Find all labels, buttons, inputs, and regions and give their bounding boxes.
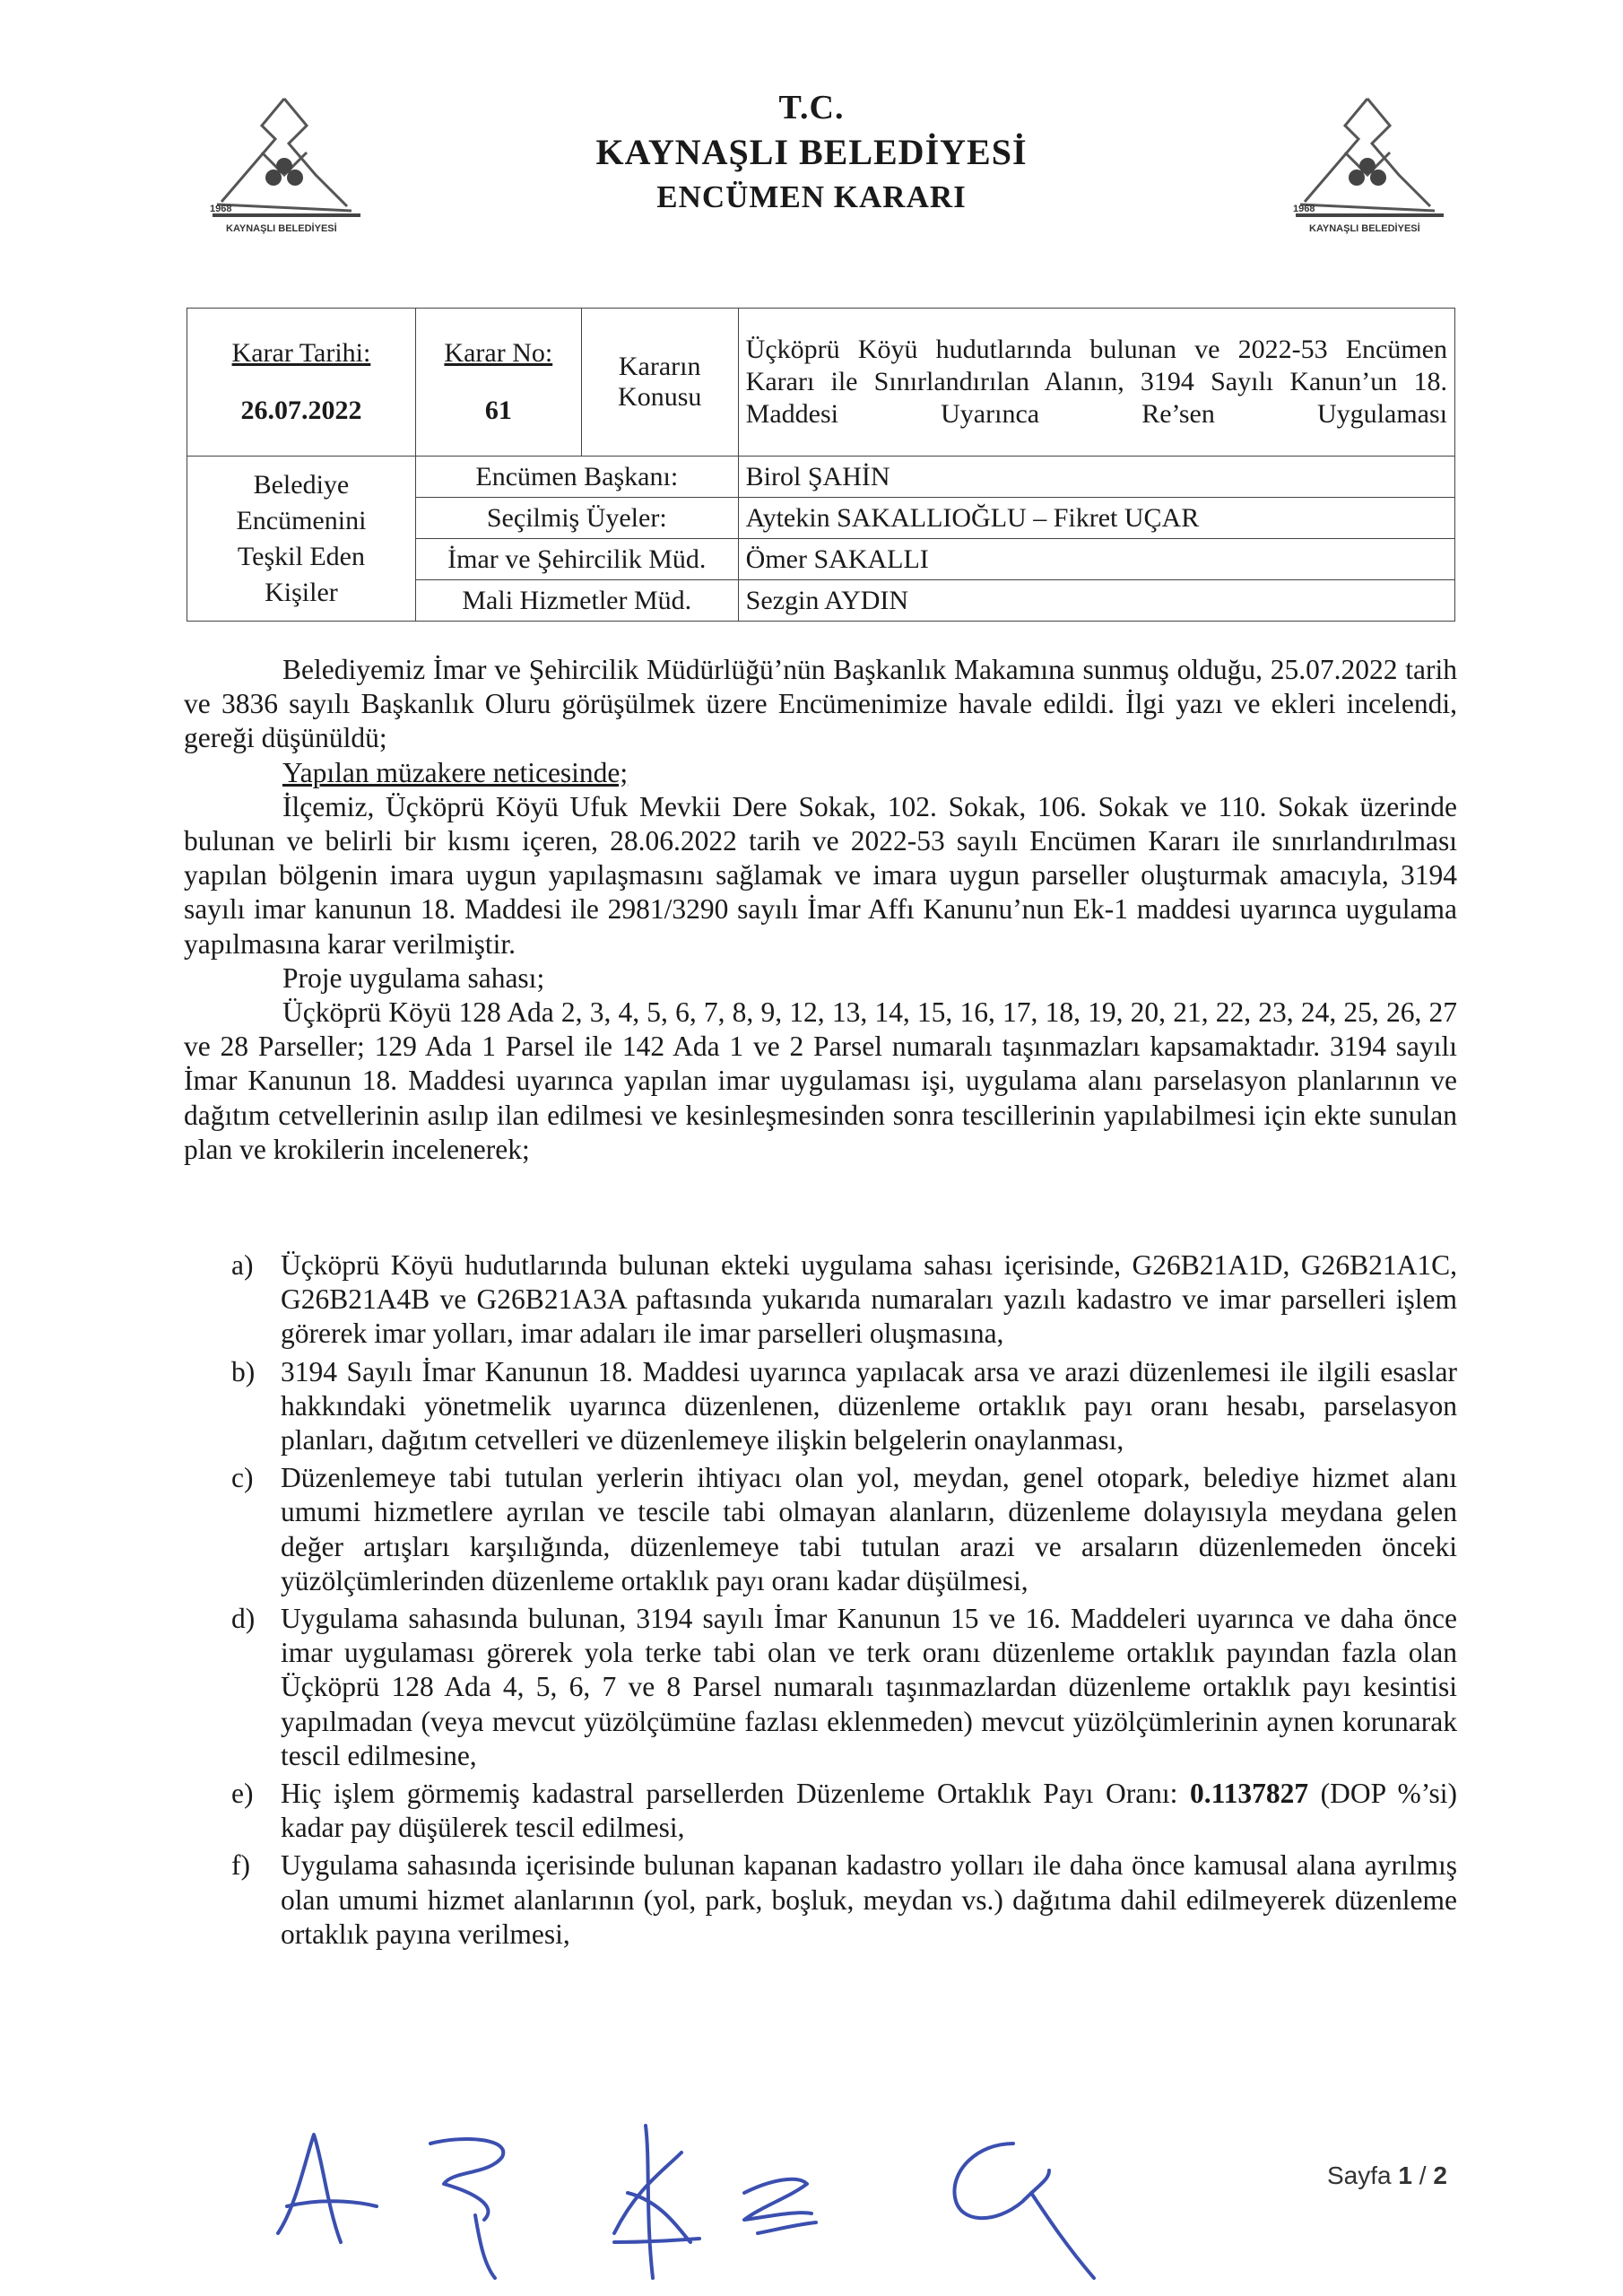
members-group-line: Teşkil Eden	[237, 541, 365, 571]
list-item	[231, 1355, 1457, 1458]
list-item-text: Düzenlemeye tabi tutulan yerlerin ihtiyacı olan yol, meydan, genel otopark, belediye hizmet alanı umumi hizmetlere ayrılan ve tescile tabi olmayan alanların, düzenleme dolayısıyla meydana gelen değer artışları karşılığında, düzenlemeye tabi tutulan arazi ve arsaların düzenlemeden önceki yüzölçümlerinden düzenleme ortaklık payı oranı kadar düşülmesi,	[281, 1462, 1457, 1596]
list-marker: a)	[231, 1249, 254, 1281]
member-name: Sezgin AYDIN	[738, 580, 1454, 622]
member-name: Aytekin SAKALLIOĞLU – Fikret UÇAR	[738, 498, 1454, 539]
list-item-text: 3194 Sayılı İmar Kanunun 18. Maddesi uyarınca yapılacak arsa ve arazi düzenlemesi ile ilgili esaslar hakkındaki yönetmelik uyarınca düzenlenen, düzenleme ortaklık payı oranı hesabı, parselasyon planları, dağıtım cetvelleri ve düzenlemeye ilişkin belgelerin onaylanması,	[281, 1355, 1457, 1457]
decision-no-cell	[415, 309, 581, 457]
member-row	[187, 457, 1455, 498]
member-name: Ömer SAKALLI	[738, 539, 1454, 580]
list-marker: e)	[231, 1778, 254, 1810]
list-item	[231, 1848, 1457, 1952]
decision-body	[184, 653, 1457, 1167]
list-marker: b)	[231, 1355, 256, 1387]
header-doc-type: ENCÜMEN KARARI	[656, 179, 967, 214]
decision-items-list	[231, 1248, 1457, 1955]
member-role: Mali Hizmetler Müd.	[415, 580, 738, 622]
decision-row	[187, 309, 1455, 457]
decision-date-cell	[187, 309, 416, 457]
subject-label-cell	[581, 309, 738, 457]
member-role: İmar ve Şehircilik Müd.	[415, 539, 738, 580]
dop-ratio-value: 0.1137827	[1189, 1778, 1309, 1810]
decision-date-value: 26.07.2022	[240, 396, 362, 425]
members-group-line: Belediye	[253, 469, 350, 500]
list-item	[231, 1248, 1457, 1352]
logo-year: 1968	[1293, 204, 1315, 214]
members-group-line: Kişiler	[265, 577, 338, 607]
member-role: Encümen Başkanı:	[415, 457, 738, 498]
subject-label-line2: Konusu	[618, 382, 702, 412]
body-heading: Yapılan müzakere neticesinde;	[282, 756, 629, 788]
list-item-text: Uygulama sahasında bulunan, 3194 sayılı İmar Kanunun 15 ve 16. Maddeleri uyarınca ve daha önce imar uygulaması görerek yola terke tabi olan ve terk oranı düzenleme ortaklık payından fazla olan Üçköprü 128 Ada 4, 5, 6, 7 ve 8 Parsel numaralı taşınmazlardan düzenleme ortaklık payı kesintisi yapılmadan (veya mevcut yüzölçümüne fazlası eklenmeden) mevcut yüzölçümlerinin aynen korunarak tescil edilmesine,	[281, 1603, 1457, 1771]
members-group-cell	[187, 457, 416, 622]
page-number: Sayfa 1 / 2	[1327, 2161, 1447, 2189]
list-item-text: Hiç işlem görmemiş kadastral parsellerden Düzenleme Ortaklık Payı Oranı: 0.1137827 (DOP %’si) kadar pay düşülerek tescil edilmesi,	[281, 1778, 1457, 1844]
list-marker: d)	[231, 1603, 256, 1635]
logo-caption: KAYNAŞLI BELEDİYESİ	[226, 223, 337, 234]
body-paragraph-3: Proje uygulama sahası;	[282, 961, 545, 994]
logo-caption: KAYNAŞLI BELEDİYESİ	[1309, 223, 1420, 234]
header-tc: T.C.	[778, 89, 845, 126]
signatures	[260, 2108, 1121, 2287]
list-item-text: Uygulama sahasında içerisinde bulunan kapanan kadastro yolları ile daha önce kamusal alana ayrılmış olan umumi hizmet alanlarının (yol, park, boşluk, meydan vs.) dağıtıma dahil edilmeyerek düzenleme ortaklık payına verilmesi,	[281, 1849, 1457, 1950]
list-marker: c)	[231, 1462, 254, 1494]
list-marker: f)	[231, 1849, 250, 1882]
logo-year: 1968	[210, 204, 232, 214]
list-item	[231, 1602, 1457, 1773]
list-item-text: Üçköprü Köyü hudutlarında bulunan ekteki uygulama sahası içerisinde, G26B21A1D, G26B21A1C, G26B21A4B ve G26B21A3A paftasında yukarıda numaraları yazılı kadastro ve imar parselleri işlem görerek imar yolları, imar adaları ile imar parselleri oluşmasına,	[281, 1249, 1457, 1350]
list-item	[231, 1777, 1457, 1845]
header-municipality: KAYNAŞLI BELEDİYESİ	[595, 132, 1028, 172]
subject-text-cell	[738, 309, 1454, 457]
body-paragraph-4: Üçköprü Köyü 128 Ada 2, 3, 4, 5, 6, 7, 8, 9, 12, 13, 14, 15, 16, 17, 18, 19, 20, 21, 22, 23, 24, 25, 26, 27 ve 28 Parseller; 129 Ada 1 Parsel ile 142 Ada 1 ve 2 Parsel numaralı taşınmazları kapsamaktadır. 3194 sayılı İmar Kanunun 18. Maddesi uyarınca yapılan imar uygulaması işi, uygulama alanı parselasyon planlarının ve dağıtım cetvellerinin asılıp ilan edilmesi ve kesinleşmesinden sonra tescillerinin yapılabilmesi için ekte sunulan plan ve krokilerin incelenerek;	[184, 996, 1457, 1165]
subject-label-line1: Kararın	[618, 352, 701, 381]
members-group-line: Encümenini	[236, 505, 367, 535]
member-name: Birol ŞAHİN	[738, 457, 1454, 498]
list-item	[231, 1461, 1457, 1598]
body-paragraph-2: İlçemiz, Üçköprü Köyü Ufuk Mevkii Dere Sokak, 102. Sokak, 106. Sokak ve 110. Sokak üzerinde bulunan ve belirli bir kısmı içeren, 28.06.2022 tarih ve 2022-53 sayılı Encümen Kararı ile sınırlandırılması yapılan bölgenin imara uygun yapılaşmasını sağlamak ve imara uygun parseller oluşturmak amacıyla, 3194 sayılı imar kanunun 18. Maddesi ile 2981/3290 sayılı İmar Affı Kanunu’nun Ek-1 maddesi uyarınca uygulama yapılmasına karar verilmiştir.	[184, 790, 1457, 960]
body-paragraph-1: Belediyemiz İmar ve Şehircilik Müdürlüğü’nün Başkanlık Makamına sunmuş olduğu, 25.07.2022 tarih ve 3836 sayılı Başkanlık Oluru görüşülmek üzere Encümenimize havale edildi. İlgi yazı ve ekleri incelendi, gereği düşünüldü;	[184, 654, 1457, 754]
subject-text: Üçköprü Köyü hudutlarında bulunan ve 2022-53 Encümen Kararı ile Sınırlandırılan Alanın, 3194 Sayılı Kanun’un 18. Maddesi Uyarınca Re’sen Uygulaması	[745, 335, 1447, 429]
decision-info-table	[187, 308, 1455, 622]
member-role: Seçilmiş Üyeler:	[415, 498, 738, 539]
decision-no-label: Karar No:	[444, 338, 553, 368]
decision-date-label: Karar Tarihi:	[231, 338, 371, 368]
decision-no-value: 61	[484, 396, 512, 425]
